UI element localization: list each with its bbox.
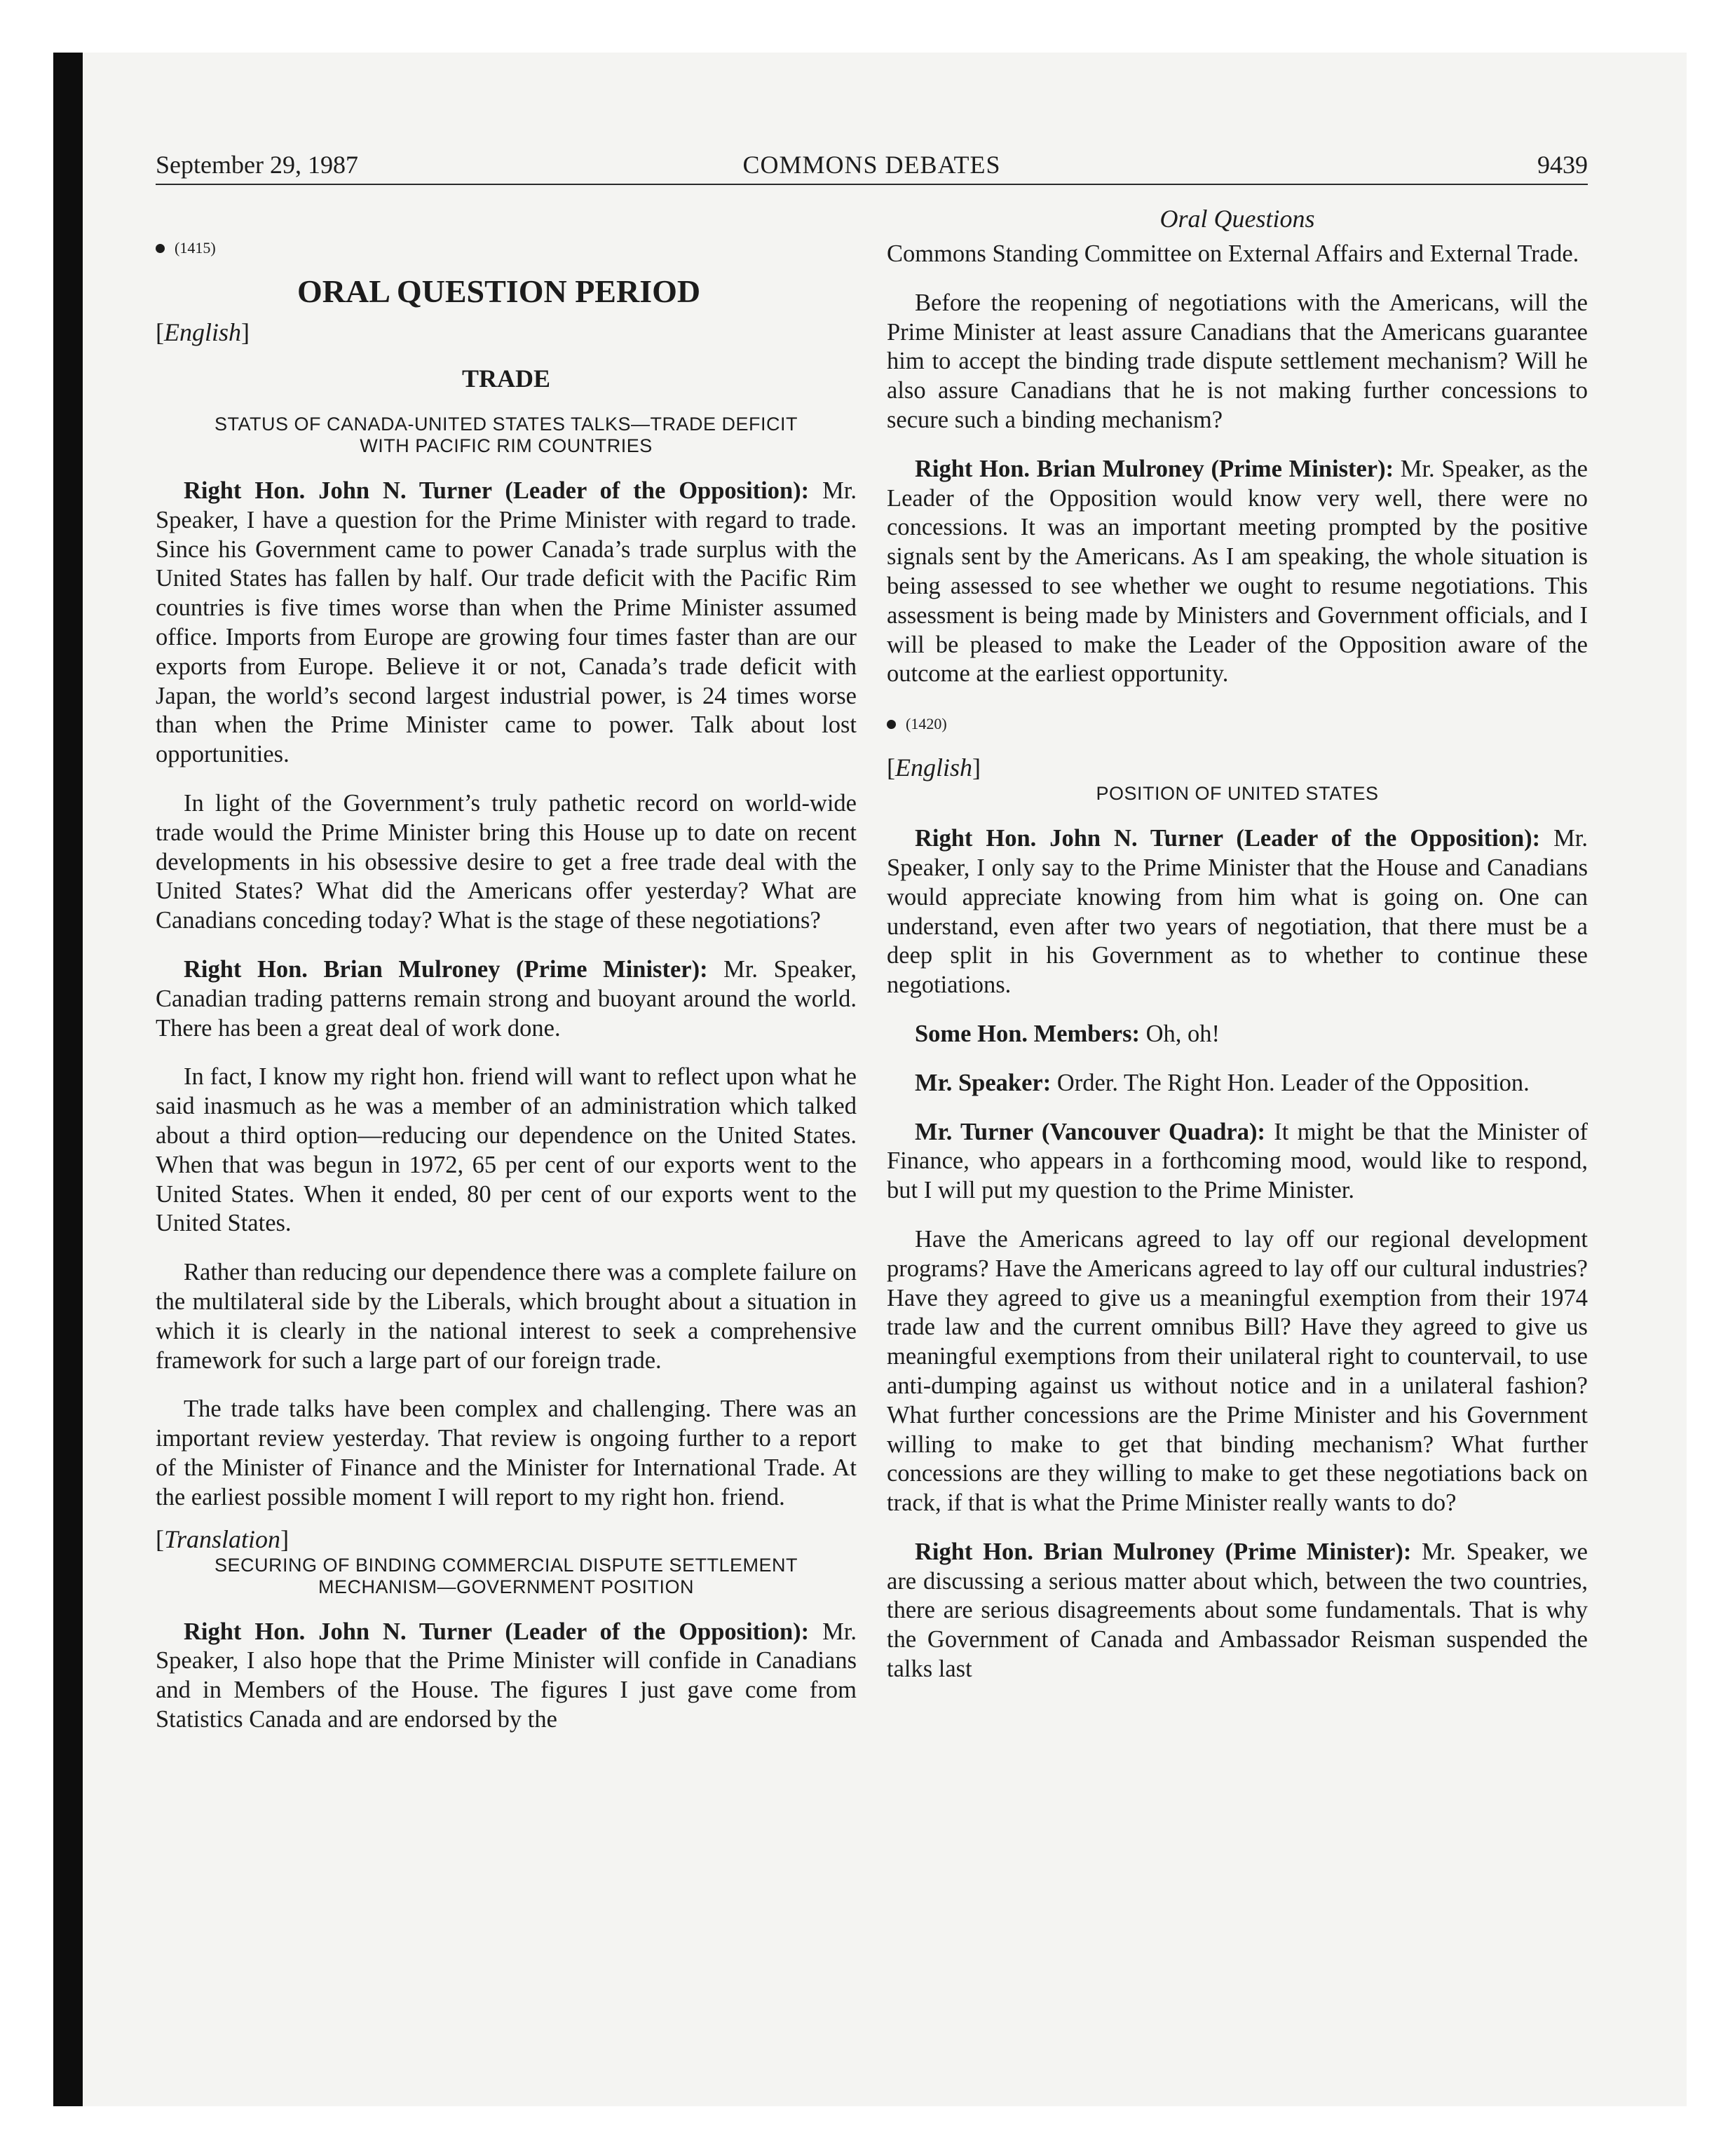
paragraph-text: It might be that the Minister of Finance, who appears in a forthcoming mood, would like to respond, but I will put my question to the Prime Minister. [887, 1118, 1588, 1204]
left-column [156, 202, 857, 1912]
subheading-line: STATUS OF CANADA-UNITED STATES TALKS—TRADE DEFICIT [214, 414, 798, 435]
paragraph: Before the reopening of negotiations with the Americans, will the Prime Minister at least assure Canadians that the Americans guarantee him to accept the binding trade dispute settlement mechanism? Will he also assure Canadians that he is not making further concessions to secure such a binding mechanism? [887, 289, 1588, 433]
paragraph [156, 955, 857, 1043]
paragraph: The trade talks have been complex and challenging. There was an important review yesterday. That review is ongoing further to a report of the Minister of Finance and the Minister for International Trade. At the earliest possible moment I will report to my right hon. friend. [156, 1396, 857, 1510]
paragraph-text: Mr. Speaker, we are discussing a serious matter about which, between the two countries, there are serious disagreements about some fundamentals. That is why the Government of Canada and Ambassador Reisman suspended the talks last [887, 1538, 1588, 1683]
paragraph [887, 824, 1588, 1000]
paragraph [887, 455, 1588, 689]
speaker-name: Mr. Turner (Vancouver Quadra): [915, 1118, 1265, 1145]
paragraph-text: Order. The Right Hon. Leader of the Opposition. [1051, 1069, 1530, 1096]
paragraph-text: Mr. Speaker, I also hope that the Prime Minister will confide in Canadians and in Members of the House. The figures I just gave come from Statistics Canada and are endorsed by the [156, 1618, 857, 1733]
paragraph [156, 1618, 857, 1735]
speaker-name: Mr. Speaker: [915, 1069, 1052, 1096]
header-date: September 29, 1987 [156, 151, 358, 179]
subheading-line: SECURING OF BINDING COMMERCIAL DISPUTE SETTLEMENT [214, 1554, 798, 1576]
time-stamp [156, 233, 857, 264]
language-tag-text: English [164, 318, 242, 346]
page-number: 9439 [1537, 151, 1588, 179]
speaker-name: Right Hon. John N. Turner (Leader of the Opposition): [184, 1618, 810, 1645]
column-heading: Oral Questions [1159, 205, 1315, 233]
paragraph [887, 1020, 1588, 1049]
paragraph-text: Mr. Speaker, as the Leader of the Opposition would know very well, there were no concessions. It was an important meeting prompted by the positive signals sent by the Americans. As I am speaking, the whole situation is being assessed to see whether we ought to resume negotiations. This assessment is being made by Ministers and Government officials, and I will be pleased to make the Leader of the Opposition aware of the outcome at the earliest opportunity. [887, 455, 1588, 688]
running-head [156, 150, 1588, 184]
subheading [156, 414, 857, 457]
language-tag-text: English [895, 753, 973, 782]
paragraph: Commons Standing Committee on External Affairs and External Trade. [887, 240, 1579, 267]
paragraph [156, 477, 857, 770]
main-heading: ORAL QUESTION PERIOD [297, 273, 701, 309]
subheading-line: WITH PACIFIC RIM COUNTRIES [360, 435, 653, 456]
scan-edge [53, 53, 83, 2106]
time-stamp-text: (1420) [906, 715, 947, 733]
time-stamp [887, 709, 1588, 739]
paragraph-text: Mr. Speaker, I have a question for the Prime Minister with regard to trade. Since his Government came to power Canada’s trade surplus with the United States has fallen by half. Our trade deficit with the Pacific Rim countries is five times worse than when the Prime Minister assumed office. Imports from Europe are growing four times faster than are our exports from Europe. Believe it or not, Canada’s trade deficit with Japan, the world’s second largest industrial power, is 24 times worse than when the Prime Minister came to power. Talk about lost opportunities. [156, 477, 857, 768]
paragraph-text: Oh, oh! [1139, 1020, 1220, 1047]
language-tag: [English] [887, 753, 981, 782]
subheading [156, 1555, 857, 1598]
speaker-name: Right Hon. Brian Mulroney (Prime Minister): [184, 955, 708, 983]
speaker-name: Right Hon. John N. Turner (Leader of the Opposition): [184, 477, 810, 504]
subheading-line: MECHANISM—GOVERNMENT POSITION [318, 1576, 695, 1597]
speaker-name: Right Hon. John N. Turner (Leader of the Opposition): [915, 825, 1541, 852]
paragraph: In light of the Government’s truly pathetic record on world-wide trade would the Prime Minister bring this House up to date on recent developments in his obsessive desire to get a free trade deal with the United States? What did the Americans offer yesterday? What are Canadians conceding today? What is the stage of these negotiations? [156, 789, 857, 934]
paragraph [887, 1069, 1588, 1098]
paragraph-text: Mr. Speaker, Canadian trading patterns remain strong and buoyant around the world. There has been a great deal of work done. [156, 955, 857, 1042]
paragraph [887, 1118, 1588, 1206]
scan-margin [53, 2106, 1687, 2156]
paragraph [887, 1538, 1588, 1684]
language-tag-text: Translation [164, 1524, 281, 1553]
header-title: COMMONS DEBATES [742, 151, 1001, 179]
time-stamp-text: (1415) [175, 239, 216, 257]
header-rule [156, 184, 1588, 185]
speaker-name: Some Hon. Members: [915, 1020, 1140, 1047]
paragraph: In fact, I know my right hon. friend will want to reflect upon what he said inasmuch as he was a member of an administration which talked about a third option—reducing our dependence on the United States. When that was begun in 1972, 65 per cent of our exports went to the United States. When it ended, 80 per cent of our exports went to the United States. [156, 1063, 857, 1237]
paragraph-text: Mr. Speaker, I only say to the Prime Minister that the House and Canadians would appreciate knowing from him what is going on. One can understand, even after two years of negotiation, that there must be a deep split in his Government as to whether to continue these negotiations. [887, 825, 1588, 999]
paragraph: Rather than reducing our dependence there was a complete failure on the multilateral side by the Liberals, which brought about a situation in which it is clearly in the national interest to seek a comprehensive framework for such a large part of our foreign trade. [156, 1259, 857, 1374]
right-column [887, 202, 1588, 1912]
subheading: POSITION OF UNITED STATES [1096, 783, 1379, 805]
bullet-icon [156, 244, 165, 253]
language-tag: [English] [156, 318, 250, 346]
paragraph: Have the Americans agreed to lay off our regional development programs? Have the Americans agreed to lay off our cultural industries? Have they agreed to give us a meaningful exemption from their 1974 trade law and the current omnibus Bill? Have they agreed to give us meaningful exemptions from their unilateral right to countervail, to use anti-dumping against us without notice and in a unilateral fashion? What further concessions are the Prime Minister and his Government willing to make to get that binding mechanism? What further concessions are they willing to make to get these negotiations back on track, if that is what the Prime Minister really wants to do? [887, 1225, 1588, 1517]
speaker-name: Right Hon. Brian Mulroney (Prime Minister): [915, 455, 1394, 482]
speaker-name: Right Hon. Brian Mulroney (Prime Minister): [915, 1538, 1412, 1565]
language-tag: [Translation] [156, 1524, 290, 1553]
bullet-icon [887, 720, 896, 729]
section-heading: TRADE [461, 364, 551, 393]
